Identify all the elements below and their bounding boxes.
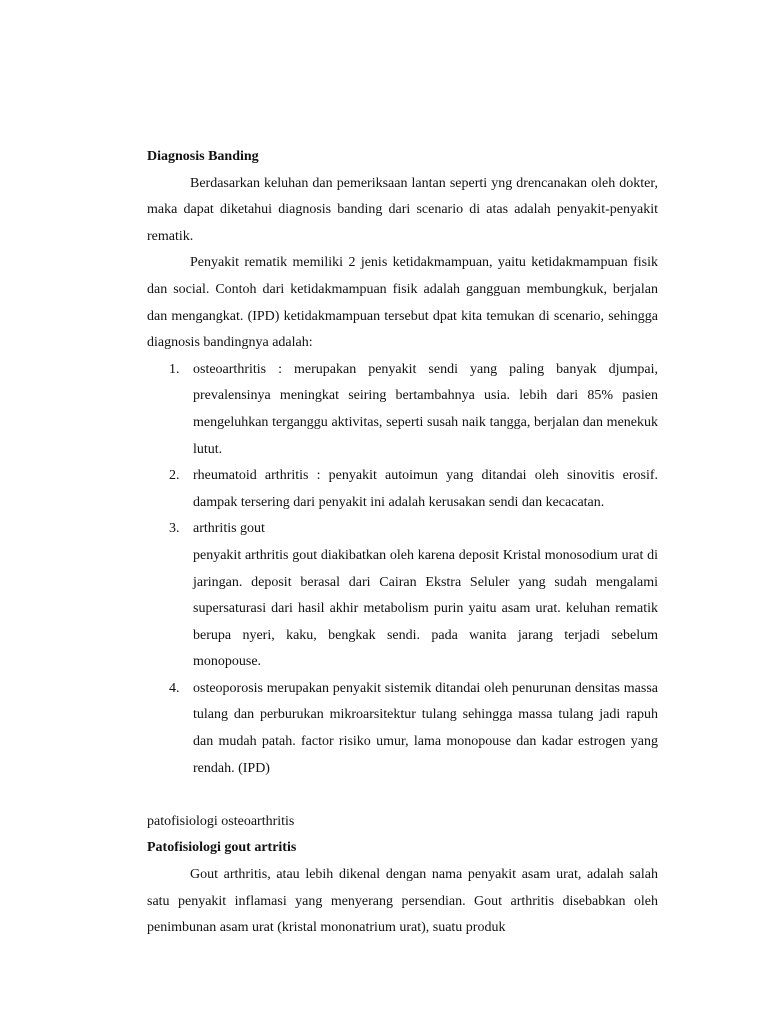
diagnosis-list [147, 357, 658, 783]
blank-line [147, 782, 658, 809]
paragraph-intro: Berdasarkan keluhan dan pemeriksaan lantan seperti yng drencanakan oleh dokter, maka dapat diketahui diagnosis banding dari scenario di atas adalah penyakit-penyakit rematik. [147, 175, 658, 244]
list-item-number: 4. [169, 680, 180, 696]
list-item [169, 463, 658, 516]
list-item-number: 2. [169, 468, 180, 484]
list-item [169, 676, 658, 782]
list-item-description: penyakit arthritis gout diakibatkan oleh karena deposit Kristal monosodium urat di jaringan. deposit berasal dari Cairan Ekstra Seluler yang sudah mengalami supersaturasi dari hasil akhir metabolism purin yaitu asam urat. keluhan rematik berupa nyeri, kaku, bengkak sendi. pada wanita jarang terjadi sebelum monopouse. [193, 547, 658, 670]
list-item-text: rheumatoid arthritis : penyakit autoimun yang ditandai oleh sinovitis erosif. dampak tersering dari penyakit ini adalah kerusakan sendi dan kecacatan. [193, 468, 658, 510]
section-heading-patofisiologi-gout: Patofisiologi gout artritis [147, 840, 297, 856]
document-page [147, 144, 658, 942]
paragraph-gout: Gout arthritis, atau lebih dikenal dengan nama penyakit asam urat, adalah salah satu penyakit inflamasi yang menyerang persendian. Gout arthritis disebabkan oleh penimbunan asam urat (kristal mononatrium urat), suatu produk [147, 867, 658, 936]
list-item-text: osteoarthritis : merupakan penyakit sendi yang paling banyak djumpai, prevalensinya meningkat seiring bertambahnya usia. lebih dari 85% pasien mengeluhkan terganggu aktivitas, seperti susah naik tangga, berjalan dan menekuk lutut. [193, 361, 658, 457]
list-item-text: osteoporosis merupakan penyakit sistemik ditandai oleh penurunan densitas massa tulang dan perburukan mikroarsitektur tulang sehingga massa tulang jadi rapuh dan mudah patah. factor risiko umur, lama monopouse dan kadar estrogen yang rendah. (IPD) [193, 680, 658, 776]
list-item-number: 3. [169, 521, 180, 537]
list-item-text: arthritis gout [193, 521, 265, 537]
section-heading-diagnosis-banding: Diagnosis Banding [147, 149, 259, 164]
list-item [169, 357, 658, 463]
list-item-number: 1. [169, 361, 180, 377]
paragraph-rematik: Penyakit rematik memiliki 2 jenis ketidakmampuan, yaitu ketidakmampuan fisik dan social. Contoh dari ketidakmampuan fisik adalah gangguan membungkuk, berjalan dan mengangkat. (IPD) ketidakmampuan tersebut dpat kita temukan di scenario, sehingga diagnosis bandingnya adalah: [147, 255, 658, 351]
section-title-patofisiologi-osteoarthritis: patofisiologi osteoarthritis [147, 813, 295, 829]
list-item [169, 516, 658, 676]
